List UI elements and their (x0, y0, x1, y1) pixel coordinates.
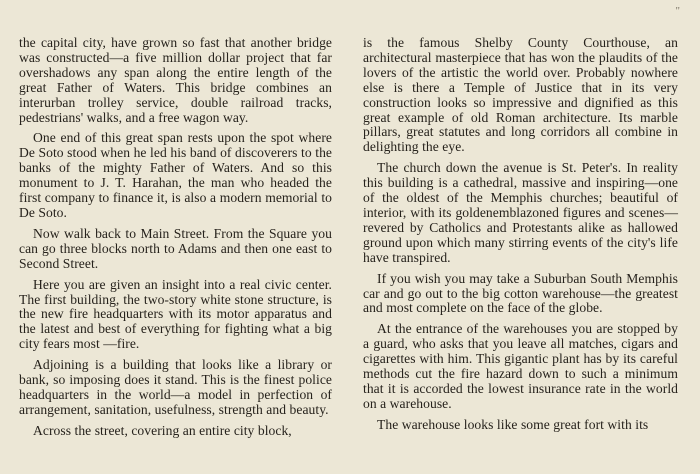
paragraph: At the entrance of the warehouses you are stopped by a guard, who asks that you leave all matches, cigars and cigarettes with him. This gigantic plant has by its careful methods cut the fire hazard down to such a minimum that it is accorded the lowest insurance rate in the world on a warehouse. (363, 321, 678, 411)
paragraph: If you wish you may take a Suburban South Memphis car and go out to the big cotton warehouse—the greatest and most complete on the face of the globe. (363, 270, 678, 316)
paragraph: The church down the avenue is St. Peter's. In reality this building is a cathedral, massive and inspiring—one of the oldest of the Memphis churches; beautiful of interior, with its goldenemblazoned figures and scenes—revered by Catholics and Protestants alike as hallowed ground upon which many stirring events of the city's life have transpired. (363, 160, 678, 265)
paragraph: the capital city, have grown so fast that another bridge was constructed—a five million dollar project that far overshadows any span along the entire length of the great Father of Waters. This bridge combines an interurban trolley service, double railroad tracks, pedestrians' walks, and a free wagon way. (19, 35, 332, 125)
page-mark: " (675, 5, 680, 17)
paragraph: Here you are given an insight into a real civic center. The first building, the two-story white stone structure, is the new fire headquarters with its motor apparatus and the latest and best of everything for fighting what a big city fears most —fire. (19, 276, 332, 352)
right-column (363, 36, 678, 439)
paragraph: The warehouse looks like some great fort with its (377, 416, 649, 432)
paragraph: One end of this great span rests upon the spot where De Soto stood when he led his band of discoverers to the banks of the mighty Father of Waters. And so this monument to J. T. Harahan, the man who headed the first company to finance it, is also a modern memorial to De Soto. (19, 130, 332, 220)
paragraph: is the famous Shelby County Courthouse, an architectural masterpiece that has won the plaudits of the lovers of the artistic the world over. Probably nowhere else is there a Temple of Justice that in its very construction looks so impressive and dignified as this great example of old Roman architecture. Its marble pillars, great statutes and long corridors all combine in delighting the eye. (363, 35, 678, 155)
paragraph: Adjoining is a building that looks like a library or bank, so imposing does it stand. This is the finest police headquarters in the world—a model in perfection of arrangement, sanitation, usefulness, strength and beauty. (19, 357, 332, 417)
left-column (19, 36, 332, 445)
paragraph: Across the street, covering an entire city block, (33, 422, 292, 438)
paragraph: Now walk back to Main Street. From the Square you can go three blocks north to Adams and then one east to Second Street. (19, 225, 332, 271)
